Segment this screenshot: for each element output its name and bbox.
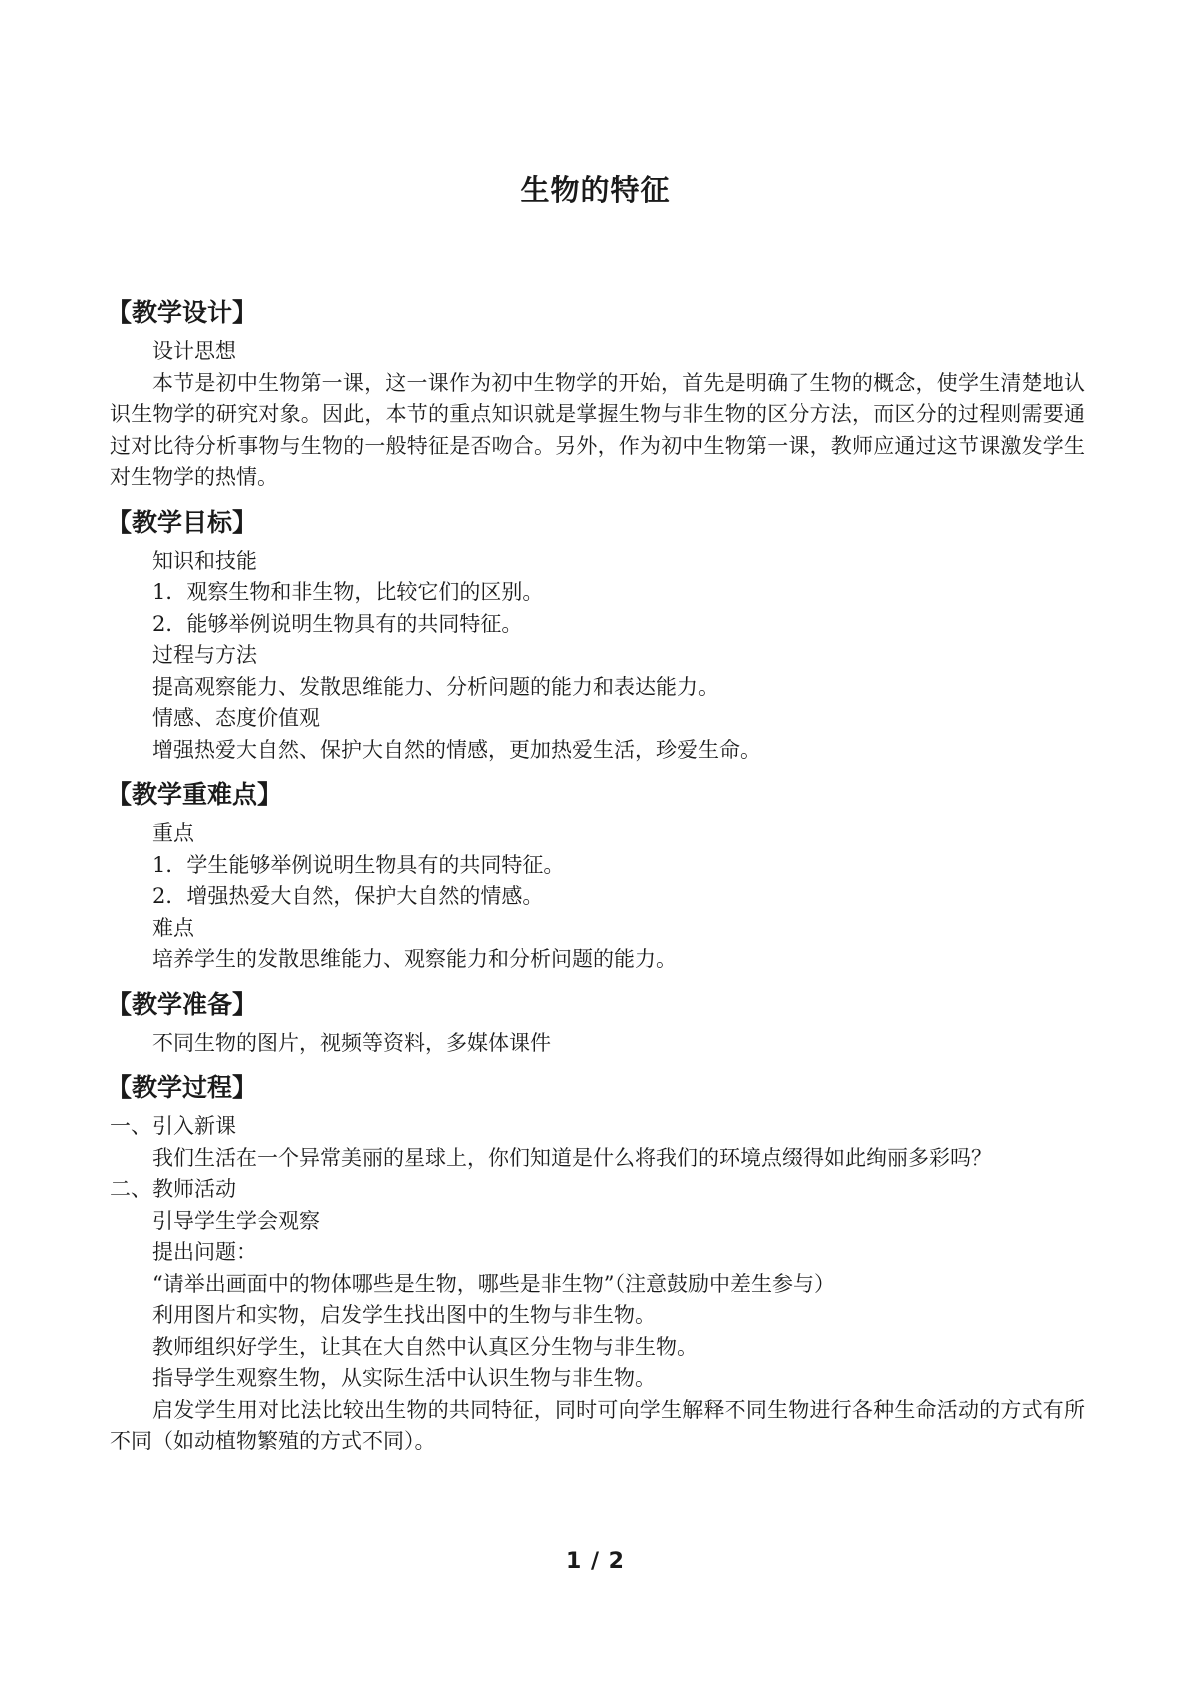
paragraph: 我们生活在一个异常美丽的星球上，你们知道是什么将我们的环境点缀得如此绚丽多彩吗？	[152, 1145, 992, 1170]
text-line: 指导学生观察生物，从实际生活中认识生物与非生物。	[152, 1366, 656, 1390]
page-number: 1 / 2	[566, 1549, 625, 1574]
section-keypoints	[107, 778, 1085, 976]
list-item: 1．学生能够举例说明生物具有的共同特征。	[152, 852, 565, 877]
text-line: 引导学生学会观察	[152, 1208, 320, 1233]
document-body	[107, 296, 1085, 1458]
section-heading: 【教学设计】	[107, 298, 258, 327]
section-process	[107, 1071, 1085, 1458]
section-goals	[107, 506, 1085, 767]
text-line: 过程与方法	[152, 643, 257, 667]
text-line: 不同生物的图片，视频等资料，多媒体课件	[152, 1030, 551, 1055]
text-line: 教师组织好学生，让其在大自然中认真区分生物与非生物。	[152, 1334, 698, 1359]
part-title: 二、教师活动	[110, 1177, 236, 1201]
section-heading: 【教学重难点】	[107, 780, 283, 809]
paragraph: 本节是初中生物第一课，这一课作为初中生物学的开始，首先是明确了生物的概念，使学生清楚地认识生物学的研究对象。因此，本节的重点知识就是掌握生物与非生物的区分方法，而区分的过程则需要通过对比待分析事物与生物的一般特征是否吻合。另外，作为初中生物第一课，教师应通过这节课激发学生对生物学的热情。	[110, 370, 1085, 489]
list-item: 2．能够举例说明生物具有的共同特征。	[152, 611, 523, 636]
subheading: 设计思想	[152, 339, 236, 363]
section-prep	[107, 988, 1085, 1060]
section-heading: 【教学准备】	[107, 989, 258, 1019]
text-line: 难点	[152, 915, 194, 940]
text-line: 重点	[152, 821, 194, 845]
list-item: 2．增强热爱大自然，保护大自然的情感。	[152, 884, 544, 908]
text-line: 知识和技能	[152, 548, 257, 573]
section-heading: 【教学目标】	[107, 507, 258, 537]
text-line: 提出问题：	[152, 1240, 257, 1264]
text-line: 利用图片和实物，启发学生找出图中的生物与非生物。	[152, 1303, 656, 1327]
text-line: 提高观察能力、发散思维能力、分析问题的能力和表达能力。	[152, 674, 719, 699]
document-title: 生物的特征	[520, 173, 671, 207]
text-line: 培养学生的发散思维能力、观察能力和分析问题的能力。	[152, 947, 677, 971]
text-line: “请举出画面中的物体哪些是生物，哪些是非生物”（注意鼓励中差生参与）	[152, 1271, 835, 1296]
section-design	[107, 296, 1085, 494]
list-item: 1．观察生物和非生物，比较它们的区别。	[152, 580, 544, 604]
part-title: 一、引入新课	[110, 1114, 236, 1138]
text-line: 情感、态度价值观	[152, 706, 320, 730]
text-line: 增强热爱大自然、保护大自然的情感，更加热爱生活，珍爱生命。	[152, 737, 761, 762]
paragraph: 启发学生用对比法比较出生物的共同特征，同时可向学生解释不同生物进行各种生命活动的方式有所不同（如动植物繁殖的方式不同）。	[110, 1397, 1085, 1453]
section-heading: 【教学过程】	[107, 1073, 258, 1102]
